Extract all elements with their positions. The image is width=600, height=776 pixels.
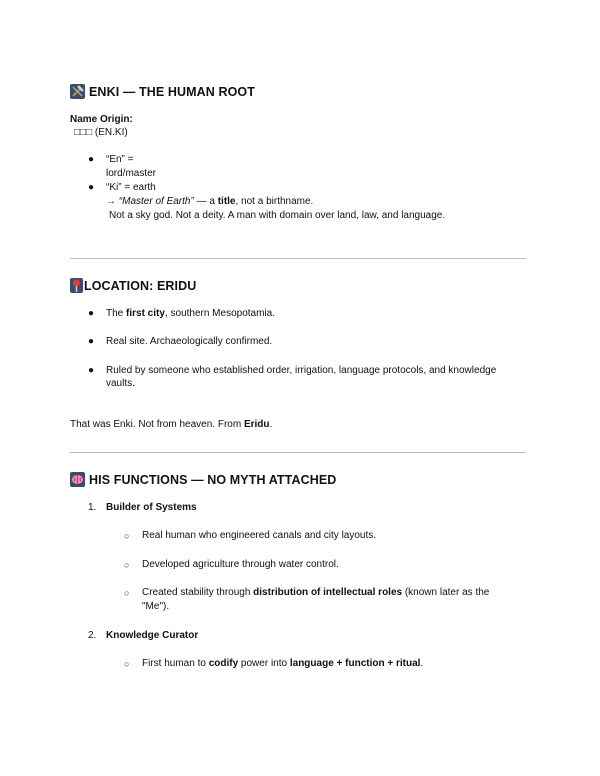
- name-origin-text: □□□ (EN.KI): [74, 127, 128, 138]
- section-heading-enki: ENKI — THE HUMAN ROOT: [70, 84, 255, 99]
- sub-list-continuation: "Me").: [142, 601, 170, 612]
- closing-line: That was Enki. Not from heaven. From Eridu.: [70, 419, 273, 430]
- definition-line: → “Master of Earth” — a title, not a birthname.: [106, 196, 314, 207]
- brain-icon: [70, 472, 85, 487]
- pin-icon: [70, 278, 83, 293]
- pick-icon: [70, 84, 85, 99]
- section-heading-location: LOCATION: ERIDU: [70, 278, 196, 293]
- section-divider: [70, 258, 526, 259]
- name-origin-label: Name Origin:: [70, 114, 133, 125]
- section-divider: [70, 452, 526, 453]
- list-item-continuation: vaults.: [106, 378, 135, 389]
- definition-note: Not a sky god. Not a deity. A man with domain over land, law, and language.: [109, 210, 446, 221]
- section-heading-functions: HIS FUNCTIONS — NO MYTH ATTACHED: [70, 472, 336, 487]
